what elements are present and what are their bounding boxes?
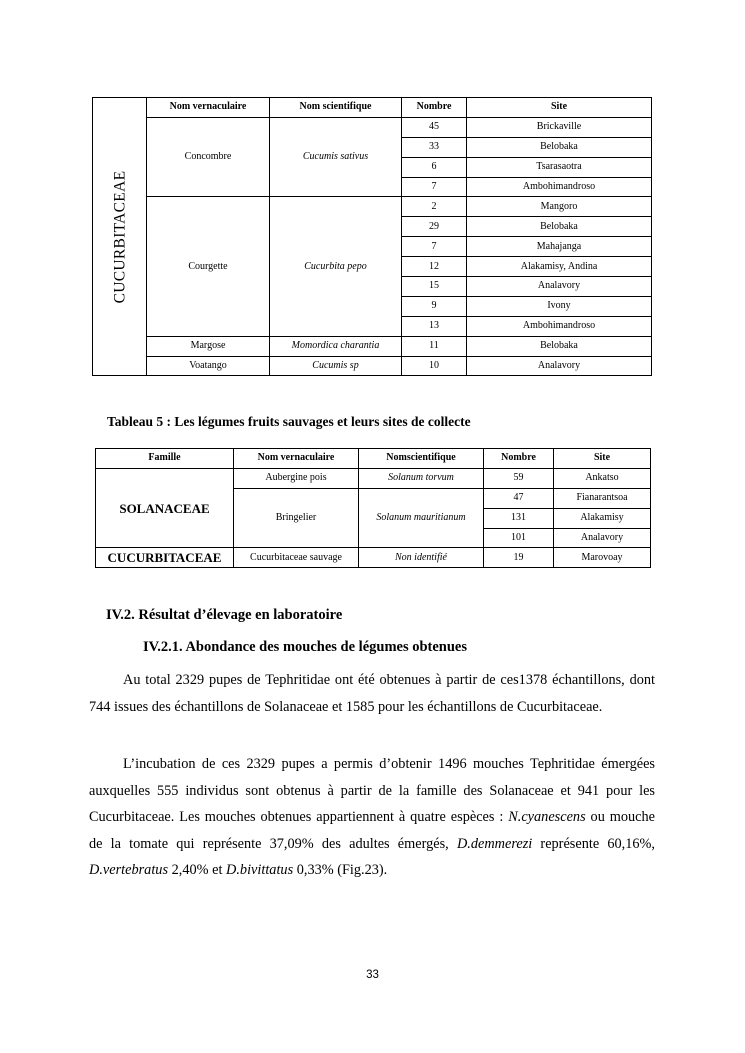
table-row bbox=[93, 117, 652, 137]
table-row bbox=[96, 468, 651, 488]
column-header: Nom vernaculaire bbox=[147, 98, 270, 118]
count: 19 bbox=[484, 548, 554, 568]
count: 101 bbox=[484, 528, 554, 548]
site: Alakamisy, Andina bbox=[467, 257, 652, 277]
text-run: ou mouche de la tomate qui représente 37,09% des adultes émergés, bbox=[89, 809, 655, 852]
count: 2 bbox=[402, 197, 467, 217]
scientific-name: Non identifié bbox=[359, 548, 484, 568]
site: Marovoay bbox=[554, 548, 651, 568]
count: 59 bbox=[484, 468, 554, 488]
vernacular-name: Cucurbitaceae sauvage bbox=[234, 548, 359, 568]
count: 33 bbox=[402, 137, 467, 157]
family-cell: CUCURBITACEAE bbox=[96, 548, 234, 568]
scientific-name: Cucumis sativus bbox=[270, 117, 402, 197]
vernacular-name: Margose bbox=[147, 336, 270, 356]
paragraph: Au total 2329 pupes de Tephritidae ont été obtenues à partir de ces1378 échantillons, dont 744 issues des échantillons de Solanaceae et 1585 pour les échantillons de Cucurbitaceae. bbox=[89, 672, 655, 715]
table-row bbox=[93, 356, 652, 376]
site: Belobaka bbox=[467, 217, 652, 237]
site: Mahajanga bbox=[467, 237, 652, 257]
species-name: D.vertebratus bbox=[89, 862, 169, 878]
vernacular-name: Courgette bbox=[147, 197, 270, 336]
column-header: Nomscientifique bbox=[359, 449, 484, 469]
site: Analavory bbox=[467, 277, 652, 297]
site: Brickaville bbox=[467, 117, 652, 137]
count: 12 bbox=[402, 257, 467, 277]
site: Ambohimandroso bbox=[467, 316, 652, 336]
site: Ivony bbox=[467, 296, 652, 316]
site: Fianarantsoa bbox=[554, 488, 651, 508]
count: 11 bbox=[402, 336, 467, 356]
paragraph bbox=[89, 751, 655, 884]
count: 45 bbox=[402, 117, 467, 137]
column-header: Nom scientifique bbox=[270, 98, 402, 118]
column-header: Famille bbox=[96, 449, 234, 469]
scientific-name: Cucurbita pepo bbox=[270, 197, 402, 336]
family-cell bbox=[93, 98, 147, 376]
count: 131 bbox=[484, 508, 554, 528]
text-run: représente 60,16%, bbox=[532, 835, 656, 852]
scientific-name: Cucumis sp bbox=[270, 356, 402, 376]
site: Alakamisy bbox=[554, 508, 651, 528]
table-header-row bbox=[96, 449, 651, 469]
column-header: Site bbox=[467, 98, 652, 118]
count: 10 bbox=[402, 356, 467, 376]
count: 13 bbox=[402, 316, 467, 336]
site: Ankatso bbox=[554, 468, 651, 488]
vernacular-name: Bringelier bbox=[234, 488, 359, 548]
subsection-heading: IV.2.1. Abondance des mouches de légumes obtenues bbox=[143, 639, 468, 655]
wild-vegetables-table bbox=[95, 448, 651, 568]
site: Mangoro bbox=[467, 197, 652, 217]
family-cell: SOLANACEAE bbox=[96, 468, 234, 548]
family-label: CUCURBITACEAE bbox=[110, 170, 128, 304]
text-run: 2,40% et bbox=[168, 862, 227, 878]
site: Ambohimandroso bbox=[467, 177, 652, 197]
table-row bbox=[93, 336, 652, 356]
count: 47 bbox=[484, 488, 554, 508]
count: 7 bbox=[402, 177, 467, 197]
column-header: Nom vernaculaire bbox=[234, 449, 359, 469]
vernacular-name: Concombre bbox=[147, 117, 270, 197]
species-name: D.demmerezi bbox=[456, 835, 533, 852]
count: 9 bbox=[402, 296, 467, 316]
species-name: D.bivittatus bbox=[226, 862, 294, 878]
scientific-name: Solanum mauritianum bbox=[359, 488, 484, 548]
vernacular-name: Aubergine pois bbox=[234, 468, 359, 488]
column-header: Site bbox=[554, 449, 651, 469]
site: Analavory bbox=[467, 356, 652, 376]
table-row bbox=[93, 197, 652, 217]
count: 6 bbox=[402, 157, 467, 177]
column-header: Nombre bbox=[402, 98, 467, 118]
text-run: L’incubation de ces 2329 pupes a permis d’obtenir 1496 mouches Tephritidae émergées auxquelles 555 individus sont obtenus à partir de la famille des Solanaceae et 941 pour les Cucurbitaceae. Les mouches obtenues appartiennent à quatre espèces : bbox=[89, 756, 655, 825]
scientific-name: Momordica charantia bbox=[270, 336, 402, 356]
site: Belobaka bbox=[467, 336, 652, 356]
section-heading: IV.2. Résultat d’élevage en laboratoire bbox=[106, 607, 343, 623]
site: Tsarasaotra bbox=[467, 157, 652, 177]
column-header: Nombre bbox=[484, 449, 554, 469]
vernacular-name: Voatango bbox=[147, 356, 270, 376]
table-row bbox=[96, 548, 651, 568]
text-run: 0,33% (Fig.23). bbox=[293, 862, 388, 878]
species-name: N.cyanescens bbox=[508, 809, 586, 825]
site: Analavory bbox=[554, 528, 651, 548]
scientific-name: Solanum torvum bbox=[359, 468, 484, 488]
table-header-row bbox=[93, 98, 652, 118]
site: Belobaka bbox=[467, 137, 652, 157]
count: 15 bbox=[402, 277, 467, 297]
table-caption: Tableau 5 : Les légumes fruits sauvages et leurs sites de collecte bbox=[107, 414, 471, 429]
count: 7 bbox=[402, 237, 467, 257]
count: 29 bbox=[402, 217, 467, 237]
cucurbitaceae-table bbox=[92, 97, 652, 376]
page-number: 33 bbox=[366, 969, 379, 981]
